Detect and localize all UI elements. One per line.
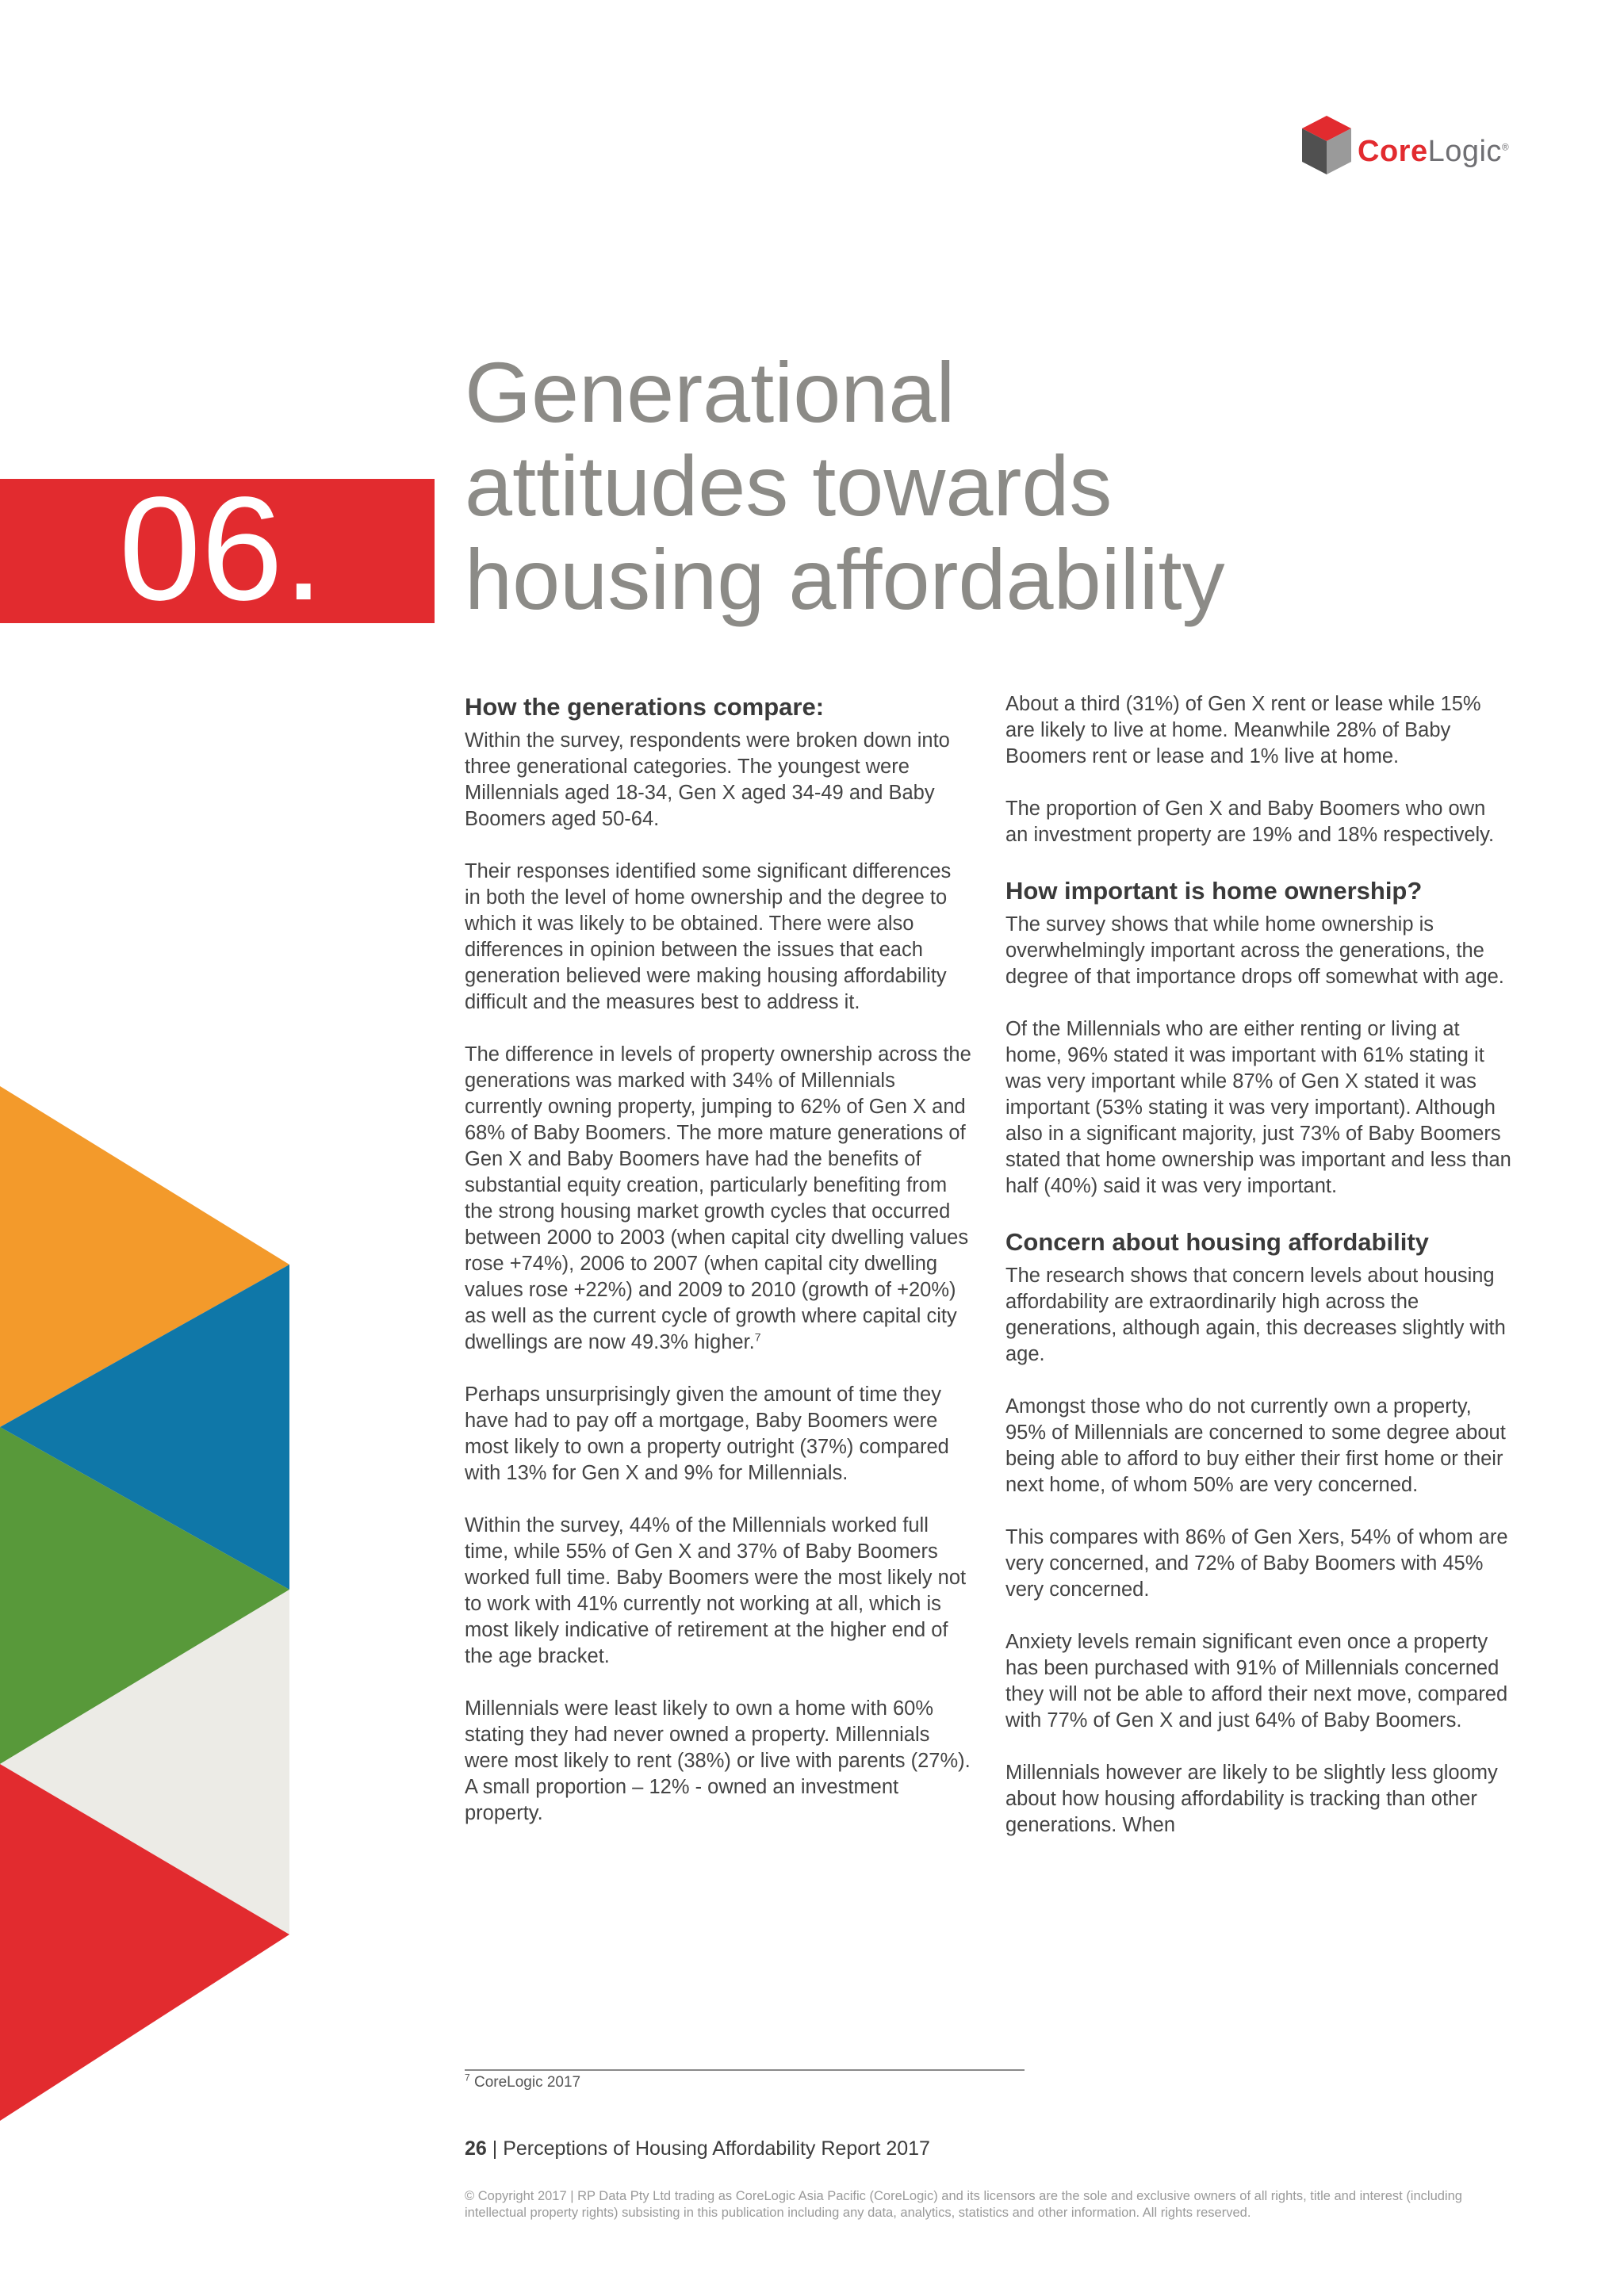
paragraph: The research shows that concern levels about housing affordability are extraordinarily high across the generations, although again, this decreases slightly with age. bbox=[1005, 1265, 1506, 1365]
footnote: $^7$ CoreLogic 2017 bbox=[465, 2072, 581, 2091]
footnote-reference[interactable]: 7 bbox=[754, 1330, 761, 1344]
paragraph: Within the survey, 44% of the Millennials worked full time, while 55% of Gen X and 37% of Baby Boomers worked full time. Baby Boomers were the most likely not to work with 41% currently not working at all, which is most likely indicative of retirement at the higher end of the age bracket. bbox=[465, 1514, 967, 1667]
chapter-number: 06. bbox=[119, 467, 324, 631]
copyright-notice: © Copyright 2017 | RP Data Pty Ltd trading as CoreLogic Asia Pacific (CoreLogic) and its licensors are the sole and exclusive owners of all rights, title and interest (including intellectual property rights) subsisting in this publication including any data, analytics, statistics and other information. All rights reserved. bbox=[465, 2189, 1462, 2220]
left-column bbox=[465, 691, 972, 1853]
page-title bbox=[465, 346, 1416, 626]
corelogic-wordmark: CoreLogic® bbox=[1358, 135, 1510, 168]
paragraph: About a third (31%) of Gen X rent or lease while 15% are likely to live at home. Meanwhile 28% of Baby Boomers rent or lease and 1% live at home. bbox=[1005, 693, 1481, 767]
paragraph: Millennials however are likely to be slightly less gloomy about how housing affordability is tracking than other generations. When bbox=[1005, 1762, 1498, 1836]
paragraph: Perhaps unsurprisingly given the amount of time they have had to pay off a mortgage, Baby Boomers were most likely to own a property outright (37%) compared with 13% for Gen X and 9% for Millennials. bbox=[465, 1383, 949, 1484]
paragraph: Anxiety levels remain significant even once a property has been purchased with 91% of Millennials concerned they will not be able to afford their next move, compared with 77% of Gen X and just 64% of Baby Boomers. bbox=[1005, 1631, 1508, 1732]
paragraph: Within the survey, respondents were broken down into three generational categories. The youngest were Millennials aged 18-34, Gen X aged 34-49 and Baby Boomers aged 50-64. bbox=[465, 729, 950, 830]
decorative-triangles bbox=[0, 1086, 293, 2141]
title-line-2: attitudes towards bbox=[465, 438, 1113, 534]
right-column bbox=[1005, 691, 1513, 1865]
heading-generations-compare: How the generations compare: bbox=[465, 693, 825, 721]
footnote-divider bbox=[465, 2069, 1025, 2071]
report-title: Perceptions of Housing Affordability Report 2017 bbox=[503, 2137, 930, 2160]
heading-home-ownership-importance: How important is home ownership? bbox=[1005, 877, 1423, 905]
paragraph: The survey shows that while home ownership is overwhelmingly important across the generations, the degree of that importance drops off somewhat with age. bbox=[1005, 913, 1504, 988]
corelogic-cube-icon bbox=[1299, 116, 1354, 176]
paragraph: This compares with 86% of Gen Xers, 54% of whom are very concerned, and 72% of Baby Boomers with 45% very concerned. bbox=[1005, 1526, 1508, 1601]
paragraph-with-footnote: The difference in levels of property ownership across the generations was marked with 34% of Millennials currently owning property, jumping to 62% of Gen X and 68% of Baby Boomers. The more mature generations of Gen X and Baby Boomers have had the benefits of substantial equity creation, particularly benefiting from the strong housing market growth cycles that occurred between 2000 to 2003 (when capital city dwelling values rose +74%), 2006 to 2007 (when capital city dwelling values rose +22%) and 2009 to 2010 (growth of +20%) as well as the current cycle of growth where capital city dwellings are now 49.3% higher.$^7$ bbox=[465, 1043, 971, 1353]
paragraph: Millennials were least likely to own a home with 60% stating they had never owned a property. Millennials were most likely to rent (38%) or live with parents (27%). A small proportion – 12% - owned an investment property. bbox=[465, 1697, 971, 1824]
page-footer: 26 | Perceptions of Housing Affordability Report 2017 bbox=[465, 2137, 930, 2160]
paragraph: Amongst those who do not currently own a property, 95% of Millennials are concerned to some degree about being able to afford to buy either their first home or their next home, of whom 50% are very concerned. bbox=[1005, 1395, 1506, 1496]
paragraph: Their responses identified some significant differences in both the level of home ownership and the degree to which it was likely to be obtained. There were also differences in opinion between the issues that each generation believed were making housing affordability difficult and the measures best to address it. bbox=[465, 860, 952, 1013]
title-line-3: housing affordability bbox=[465, 531, 1225, 627]
heading-affordability-concern: Concern about housing affordability bbox=[1005, 1228, 1429, 1256]
paragraph: Of the Millennials who are either renting or living at home, 96% stated it was important with 61% stating it was very important while 87% of Gen X stated it was important (53% stating it was very important). Although also in a significant majority, just 73% of Baby Boomers stated that home ownership was important and less than half (40%) said it was very important. bbox=[1005, 1018, 1511, 1197]
title-line-1: Generational bbox=[465, 344, 956, 440]
paragraph: The proportion of Gen X and Baby Boomers who own an investment property are 19% and 18% respectively. bbox=[1005, 798, 1495, 846]
page-number: 26 bbox=[465, 2137, 487, 2160]
